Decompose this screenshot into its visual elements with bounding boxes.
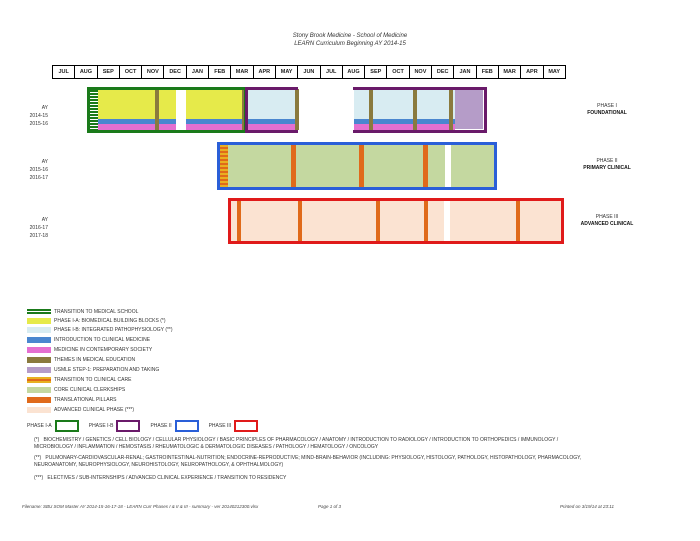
header-line-1: Stony Brook Medicine - School of Medicine: [292, 33, 408, 39]
legend-label: MEDICINE IN CONTEMPORARY SOCIETY: [54, 346, 153, 353]
legend-label: TRANSLATIONAL PILLARS: [54, 396, 117, 403]
note-mark: (***): [34, 475, 44, 481]
legend-label: THEMES IN MEDICAL EDUCATION: [54, 356, 136, 363]
phase-label-1: [562, 103, 652, 117]
month-cell: DEC: [432, 66, 454, 78]
legend-item: [27, 405, 134, 414]
footer-page: Page 1 of 3: [318, 504, 342, 509]
legend-item: [27, 355, 135, 364]
year-label: 2017-18: [29, 233, 48, 239]
legend-label: CORE CLINICAL CLERKSHIPS: [54, 386, 126, 393]
ay-label: AY: [41, 217, 48, 223]
note-1: [34, 437, 594, 450]
legend-item: [27, 385, 125, 394]
month-cell: SEP: [365, 66, 387, 78]
month-cell: MAR: [499, 66, 521, 78]
legend-swatch: [27, 309, 51, 315]
month-cell: JUL: [321, 66, 343, 78]
phase-key-row: [27, 420, 258, 432]
phase-key-label: PHASE I-B: [88, 423, 114, 429]
legend-label: TRANSITION TO CLINICAL CARE: [54, 376, 132, 383]
row-label-phase1: [8, 104, 48, 128]
footer-printed: Printed on 3/19/14 at 23:11: [560, 504, 614, 509]
month-cell: NOV: [142, 66, 164, 78]
year-label: 2016-17: [29, 175, 48, 181]
phase-number: PHASE III: [595, 214, 619, 220]
phase1-timeline: [87, 87, 487, 133]
legend-swatch: [27, 367, 51, 373]
legend-item: [27, 345, 152, 354]
legend-item: [27, 316, 166, 325]
legend-item: [27, 325, 173, 334]
phase-number: PHASE II: [596, 158, 618, 164]
legend-swatch: [27, 387, 51, 393]
month-cell: OCT: [387, 66, 409, 78]
phase-name: ADVANCED CLINICAL: [580, 221, 634, 227]
ay-label: AY: [41, 105, 48, 111]
legend-swatch: [27, 397, 51, 403]
note-mark: (**): [34, 455, 42, 461]
legend-swatch: [27, 327, 51, 333]
year-label: 2015-16: [29, 167, 48, 173]
note-text: PULMONARY-CARDIOVASCULAR-RENAL; GASTROINTESTINAL-NUTRITION; ENDOCRINE-REPRODUCTIVE; MIND-BRAIN-BEHAVIOR (INCLUDING: PHYSIOLOGY, HISTOLOGY, PATHOLOGY, HISTOPATHOLOGY, PHARMACOLOGY, NEUROANATOMY, NEUROPHYSIOLOGY, NEUROHISTOLOGY, NEUROPATHOLOGY, & OPHTHALMOLOGY): [34, 455, 582, 468]
year-label: 2015-16: [29, 121, 48, 127]
legend-item: [27, 375, 131, 384]
month-cell: FEB: [477, 66, 499, 78]
month-cell: MAY: [276, 66, 298, 78]
legend-swatch: [27, 347, 51, 353]
month-cell: SEP: [98, 66, 120, 78]
phase-key-frame: [55, 420, 79, 432]
legend-swatch: [27, 357, 51, 363]
phase-key-label: PHASE III: [208, 423, 232, 429]
month-cell: JAN: [454, 66, 476, 78]
legend-label: TRANSITION TO MEDICAL SCHOOL: [54, 308, 139, 315]
header-line-2: LEARN Curriculum Beginning AY 2014-15: [294, 41, 406, 47]
phase-key-frame: [116, 420, 140, 432]
legend-item: [27, 307, 138, 316]
legend-swatch: [27, 337, 51, 343]
year-label: 2016-17: [29, 225, 48, 231]
phase-name: FOUNDATIONAL: [587, 110, 627, 116]
legend-item: [27, 395, 117, 404]
month-cell: MAY: [548, 69, 561, 75]
note-3: [34, 475, 594, 482]
legend-item: [27, 335, 150, 344]
month-cell: JUN: [298, 66, 320, 78]
phase2-frame: [217, 142, 497, 190]
note-mark: (*): [34, 437, 40, 443]
phase1b-frame: [353, 87, 487, 133]
month-cell: MAR: [231, 66, 253, 78]
phase3-timeline: [228, 198, 564, 244]
phase1a-frame: [87, 87, 247, 133]
legend-swatch: [27, 318, 51, 324]
note-text: ELECTIVES / SUB-INTERNSHIPS / ADVANCED CLINICAL EXPERIENCE / TRANSITION TO RESIDENCY: [47, 475, 287, 481]
month-cell: APR: [521, 66, 543, 78]
ay-label: AY: [41, 159, 48, 165]
phase-number: PHASE I: [597, 103, 617, 109]
month-cell: AUG: [75, 66, 97, 78]
phase1b-frame: [245, 87, 298, 133]
month-cell: APR: [254, 66, 276, 78]
month-cell: JAN: [187, 66, 209, 78]
phase1b-frame-edge: [245, 87, 248, 133]
legend-label: USMLE STEP-1: PREPARATION AND TAKING: [54, 366, 160, 373]
month-cell: JUL: [53, 66, 75, 78]
phase-key-label: PHASE I-A: [27, 423, 52, 429]
legend-label: ADVANCED CLINICAL PHASE (***): [54, 406, 135, 413]
legend-swatch: [27, 377, 51, 383]
month-cell: NOV: [410, 66, 432, 78]
row-label-phase2: [8, 158, 48, 182]
month-cell: DEC: [164, 66, 186, 78]
phase-label-2: [562, 158, 652, 172]
month-strip: [52, 65, 566, 79]
phase-key-frame: [175, 420, 199, 432]
legend-label: INTRODUCTION TO CLINICAL MEDICINE: [54, 336, 151, 343]
phase-name: PRIMARY CLINICAL: [583, 165, 631, 171]
footer-filename: Filename: SBU SOM Master AY 2014-15-16-17-18 - LEARN Curr Phases I & II & III - summary - ver 20140212300.vlsx: [22, 504, 259, 509]
phase3-frame: [228, 198, 564, 244]
phase2-timeline: [217, 142, 497, 190]
phase-label-3: [562, 214, 652, 228]
month-cell: AUG: [343, 66, 365, 78]
legend-label: PHASE I-A: BIOMEDICAL BUILDING BLOCKS (*): [54, 317, 166, 324]
legend-label: PHASE I-B: INTEGRATED PATHOPHYSIOLOGY (**): [54, 326, 173, 333]
month-cell: OCT: [120, 66, 142, 78]
row-label-phase3: [8, 216, 48, 240]
phase-key-label: PHASE II: [150, 423, 172, 429]
legend-item: [27, 365, 159, 374]
note-text: BIOCHEMISTRY / GENETICS / CELL BIOLOGY / CELLULAR PHYSIOLOGY / BASIC PRINCIPLES OF PHARMACOLOGY / ANATOMY / INTRODUCTION TO RADIOLOGY / INTRODUCTION TO ORTHOPEDICS / IMMUNOLOGY / MICROBIOLOGY / INFLAMMATION / HEMOSTASIS / RHEUMATOLOGIC & DERMATOLOGIC DISEASES / PATHOLOGY / HEMATOLOGY / ONCOLOGY: [34, 437, 559, 450]
phase-key-frame: [234, 420, 258, 432]
gap: [297, 89, 354, 131]
legend-swatch: [27, 407, 51, 413]
month-cell: FEB: [209, 66, 231, 78]
note-2: [34, 455, 594, 468]
year-label: 2014-15: [29, 113, 48, 119]
